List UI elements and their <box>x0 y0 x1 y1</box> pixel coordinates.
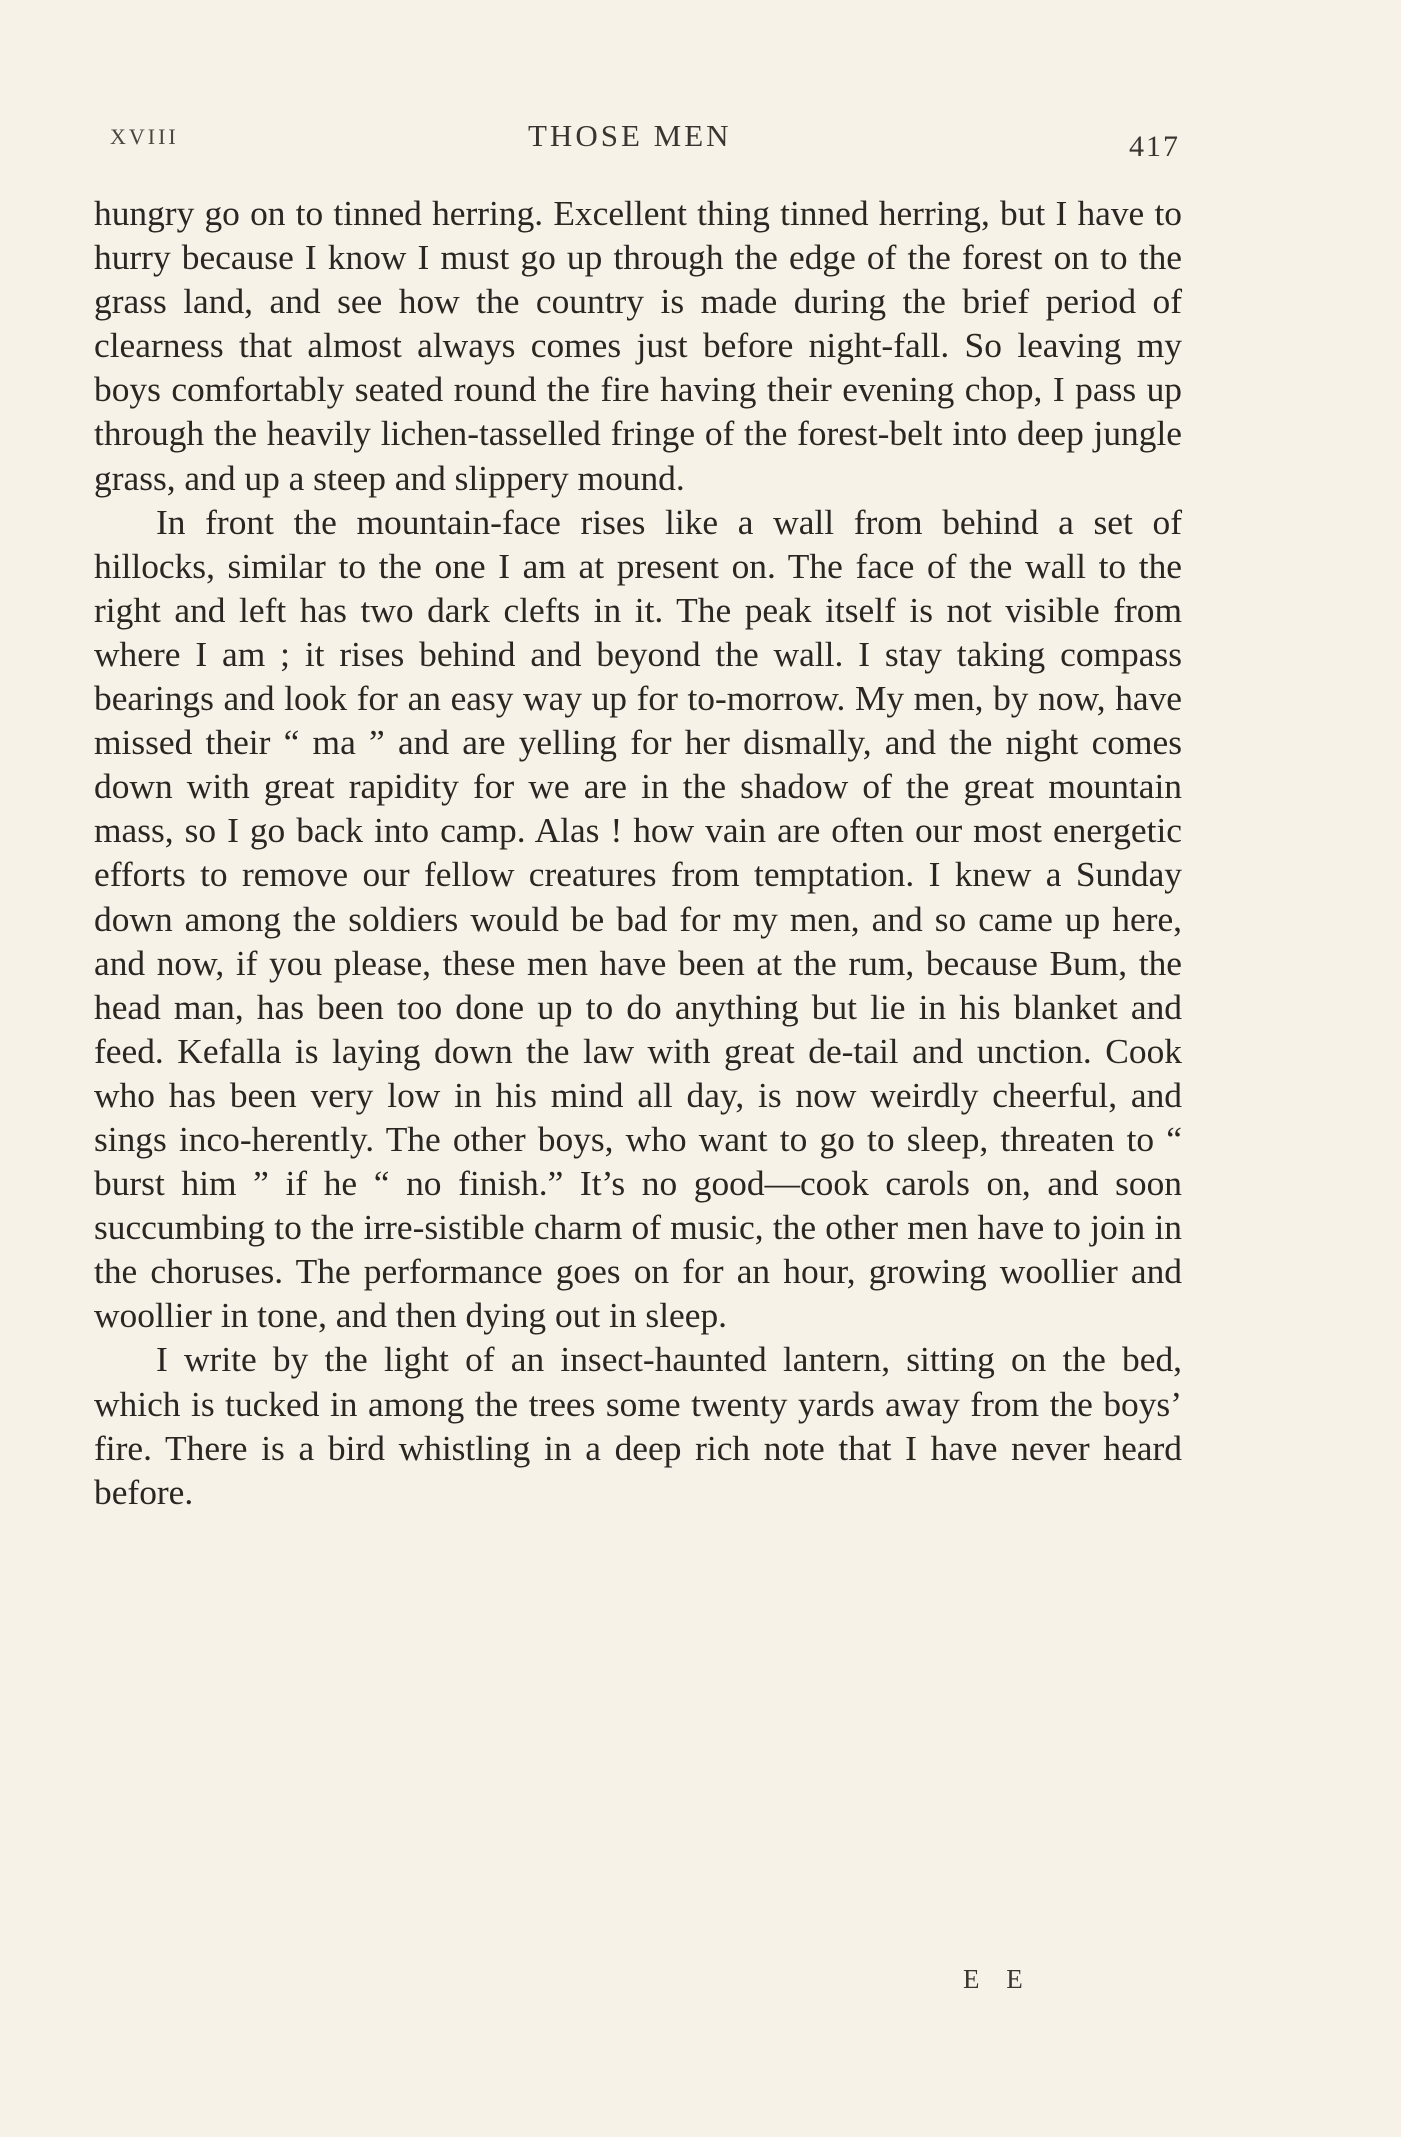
signature-mark: E E <box>963 1964 1033 1994</box>
chapter-number: XVIII <box>110 124 179 149</box>
paragraph-1: hungry go on to tinned herring. Excellent thing tinned herring, but I have to hurry because I know I must go up through the edge of the forest on to the grass land, and see how the country is made during the brief period of clearness that almost always comes just before night-fall. So leaving my boys comfortably seated round the fire having their evening chop, I pass up through the heavily lichen-tasselled fringe of the forest-belt into deep jungle grass, and up a steep and slippery mound. <box>94 193 1182 498</box>
running-title: THOSE MEN <box>528 118 732 153</box>
page-header <box>110 118 1180 168</box>
body-text <box>94 191 1182 1514</box>
paragraph-2: In front the mountain-face rises like a wall from behind a set of hillocks, similar to the one I am at present on. The face of the wall to the right and left has two dark clefts in it. The peak itself is not visible from where I am ; it rises behind and beyond the wall. I stay taking compass bearings and look for an easy way up for to-morrow. My men, by now, have missed their “ ma ” and are yelling for her dismally, and the night comes down with great rapidity for we are in the shadow of the great mountain mass, so I go back into camp. Alas ! how vain are often our most energetic efforts to remove our fellow creatures from temptation. I knew a Sunday down among the soldiers would be bad for my men, and so came up here, and now, if you please, these men have been at the rum, because Bum, the head man, has been too done up to do anything but lie in his blanket and feed. Kefalla is laying down the law with great de-tail and unction. Cook who has been very low in his mind all day, is now weirdly cheerful, and sings inco-herently. The other boys, who want to go to sleep, threaten to “ burst him ” if he “ no finish.” It’s no good—cook carols on, and soon succumbing to the irre-sistible charm of music, the other men have to join in the choruses. The performance goes on for an hour, growing woollier and woollier in tone, and then dying out in sleep. <box>94 501 1182 1336</box>
page-number: 417 <box>1129 130 1180 163</box>
paragraph-3: I write by the light of an insect-haunted lantern, sitting on the bed, which is tucked in among the trees some twenty yards away from the boys’ fire. There is a bird whistling in a deep rich note that I have never heard before. <box>94 1339 1182 1512</box>
